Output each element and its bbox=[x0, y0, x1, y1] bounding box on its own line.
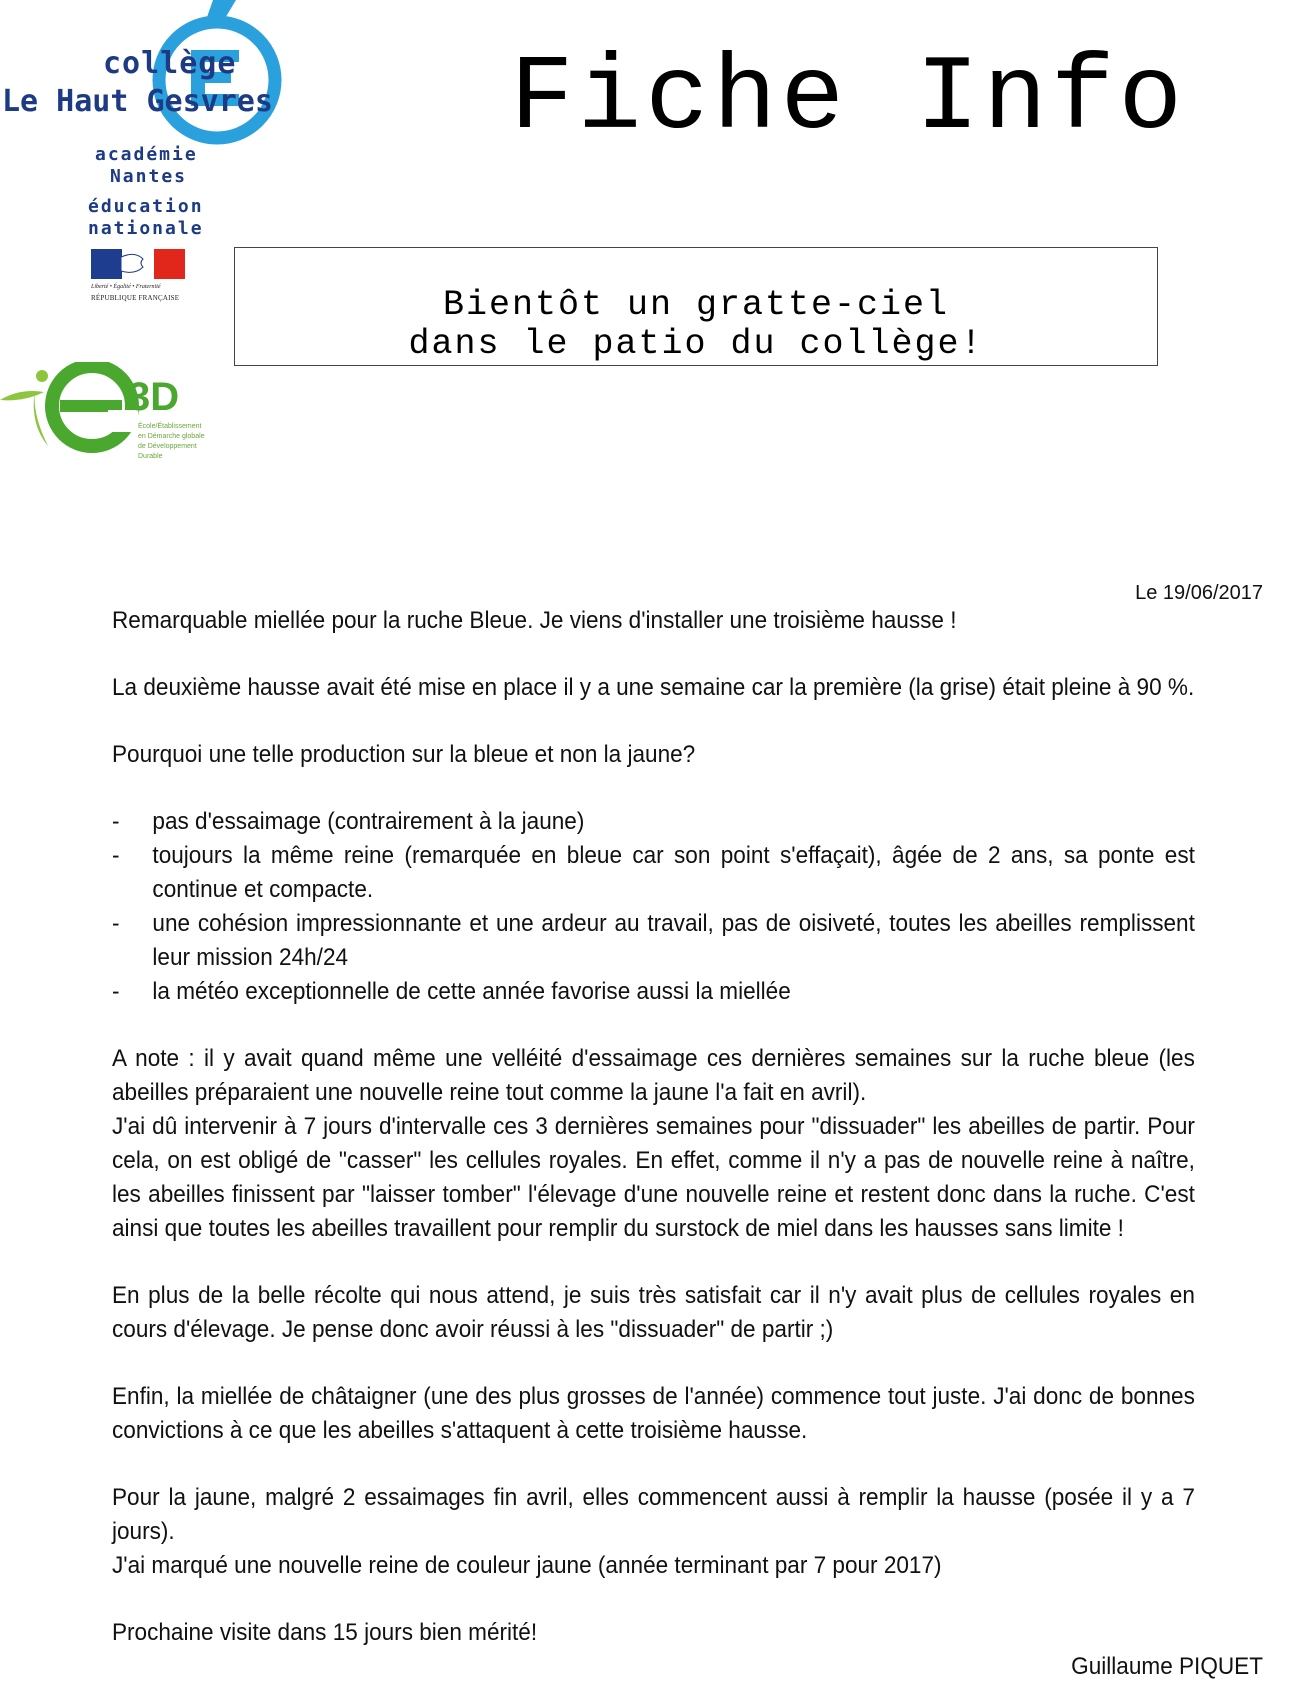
list-item: - toujours la même reine (remarquée en bleue car son point s'effaçait), âgée de 2 ans, sa ponte est continue et compacte. bbox=[112, 839, 1195, 907]
academie-line: académie bbox=[95, 144, 198, 165]
devise-text: Liberté • Égalité • Fraternité bbox=[91, 284, 161, 290]
paragraph-question: Pourquoi une telle production sur la bleue et non la jaune? bbox=[112, 741, 696, 768]
college-word: collège bbox=[103, 46, 237, 81]
list-item: - une cohésion impressionnante et une ardeur au travail, pas de oisiveté, toutes les abeilles remplissent leur mission 24h/24 bbox=[112, 907, 1195, 975]
paragraph-second-super: La deuxième hausse avait été mise en place il y a une semaine car la première (la grise) était pleine à 90 %. bbox=[112, 674, 1195, 701]
paragraph-harvest: En plus de la belle récolte qui nous attend, je suis très satisfait car il n'y avait plus de cellules royales en cours d'élevage. Je pense donc avoir réussi à les "dissuader" de partir ;) bbox=[112, 1282, 1195, 1343]
paragraph-next-visit: Prochaine visite dans 15 jours bien mérité! bbox=[112, 1619, 538, 1646]
article-body bbox=[112, 604, 1195, 1683]
e3d-sub-line: de Développement bbox=[138, 443, 197, 450]
marianne-flag-icon bbox=[91, 249, 185, 279]
academie-label bbox=[95, 144, 198, 188]
e3d-sub-line: École/Établissement bbox=[138, 423, 202, 430]
e3d-sub-line: en Démarche globale bbox=[138, 433, 205, 440]
e3d-mark: 3D bbox=[128, 375, 180, 419]
republique-text: RÉPUBLIQUE FRANÇAISE bbox=[91, 294, 180, 302]
paragraph-note: A note : il y avait quand même une velléité d'essaimage ces dernières semaines sur la ruche bleue (les abeilles préparaient une nouvelle reine tout comme la jaune l'a fait en avril). bbox=[112, 1045, 1195, 1106]
list-item: - la météo exceptionnelle de cette année favorise aussi la miellée bbox=[112, 975, 1195, 1009]
signature: Guillaume PIQUET bbox=[1071, 1653, 1263, 1680]
academie-city: Nantes bbox=[109, 166, 187, 187]
education-nationale-label bbox=[88, 196, 204, 240]
paragraph-yellow-hive: Pour la jaune, malgré 2 essaimages fin avril, elles commencent aussi à remplir la hausse (posée il y a 7 jours). bbox=[112, 1484, 1195, 1545]
education-line: éducation bbox=[88, 196, 204, 217]
paragraph-queen-mark: J'ai marqué une nouvelle reine de couleur jaune (année terminant par 7 pour 2017) bbox=[112, 1552, 942, 1579]
e3d-sub-line: Durable bbox=[138, 453, 163, 460]
nationale-line: nationale bbox=[88, 218, 204, 239]
document-date: Le 19/06/2017 bbox=[1135, 582, 1263, 604]
college-name: Le Haut Gesvres bbox=[2, 84, 273, 119]
page-title: Fiche Info bbox=[510, 39, 1187, 159]
paragraph-chestnut: Enfin, la miellée de châtaigner (une des plus grosses de l'année) commence tout juste. J'ai donc de bonnes convictions à ce que les abeilles s'attaquent à cette troisième hausse. bbox=[112, 1383, 1195, 1444]
paragraph-intro: Remarquable miellée pour la ruche Bleue. Je viens d'installer une troisième hausse ! bbox=[112, 607, 957, 634]
reasons-list bbox=[112, 805, 1195, 1009]
college-logo bbox=[0, 0, 290, 150]
headline bbox=[235, 286, 1157, 364]
headline-line-2: dans le patio du collège! bbox=[408, 324, 984, 364]
headline-box bbox=[234, 247, 1158, 366]
paragraph-intervention: J'ai dû intervenir à 7 jours d'intervalle ces 3 dernières semaines pour "dissuader" les abeilles de partir. Pour cela, on est obligé de "casser" les cellules royales. En effet, comme il n'y a pas de nouvelle reine à naître, les abeilles finissent par "laisser tomber" l'élevage d'une nouvelle reine et restent donc dans la ruche. C'est ainsi que toutes les abeilles travaillent pour remplir du surstock de miel dans les hausses sans limite ! bbox=[112, 1113, 1195, 1242]
headline-line-1: Bientôt un gratte-ciel bbox=[442, 285, 950, 325]
list-item: - pas d'essaimage (contrairement à la jaune) bbox=[112, 805, 1195, 839]
e3d-subtitle bbox=[138, 422, 205, 462]
